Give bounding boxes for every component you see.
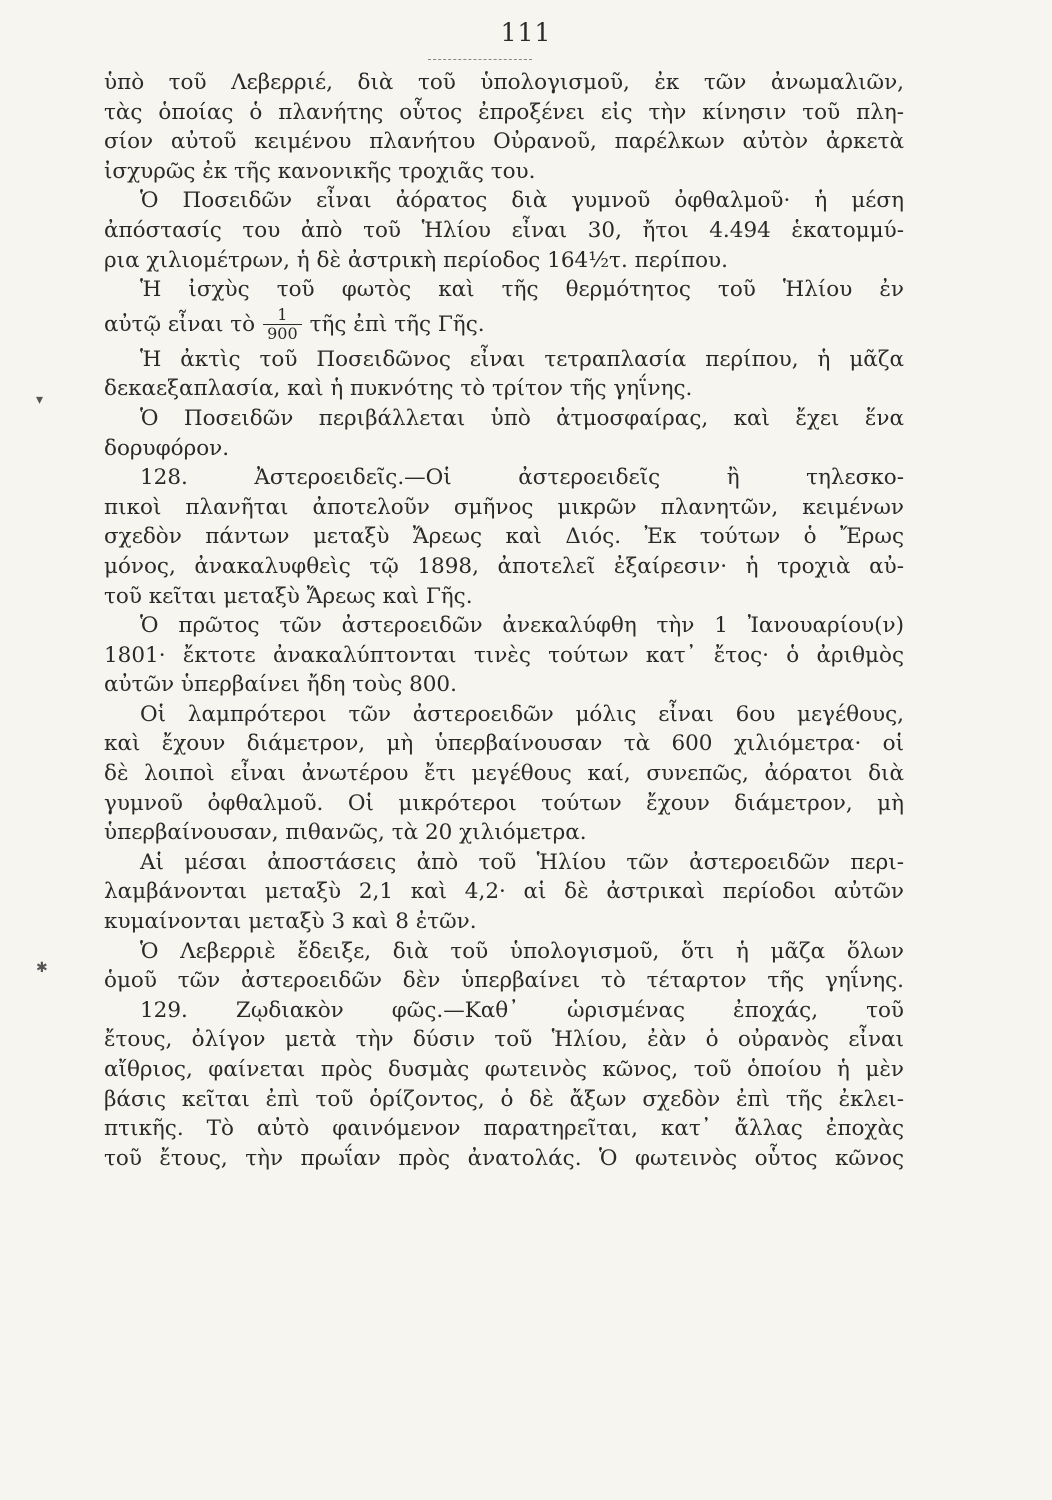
page-number: 111 bbox=[500, 18, 552, 47]
text-line: τοῦ κεῖται μεταξὺ Ἄρεως καὶ Γῆς. bbox=[104, 583, 473, 609]
text-line: ἀπόστασίς του ἀπὸ τοῦ Ἡλίου εἶναι 30, ἤτοι 4.494 ἑκατομμύ- bbox=[104, 217, 904, 243]
text-line: Ἡ ἰσχὺς τοῦ φωτὸς καὶ τῆς θερμότητος τοῦ Ἡλίου ἐν bbox=[140, 277, 904, 303]
text-line: μόνος, ἀνακαλυφθεὶς τῷ 1898, ἀποτελεῖ ἐξαίρεσιν· ἡ τροχιὰ αὐ- bbox=[104, 553, 904, 579]
fraction-numerator: 1 bbox=[263, 306, 302, 325]
text-line: καὶ ἔχουν διάμετρον, μὴ ὑπερβαίνουσαν τὰ 600 χιλιόμετρα· οἱ bbox=[104, 731, 904, 757]
text-line: δεκαεξαπλασία, καὶ ἡ πυκνότης τὸ τρίτον τῆς γηΐνης. bbox=[104, 376, 693, 402]
text-line: Αἱ μέσαι ἀποστάσεις ἀπὸ τοῦ Ἡλίου τῶν ἀστεροειδῶν περι- bbox=[140, 849, 904, 875]
text-line: πτικῆς. Τὸ αὐτὸ φαινόμενον παρατηρεῖται, κατ᾽ ἄλλας ἐποχὰς bbox=[104, 1116, 904, 1142]
text-line: λαμβάνονται μεταξὺ 2,1 καὶ 4,2· αἱ δὲ ἀστρικαὶ περίοδοι αὐτῶν bbox=[104, 879, 904, 905]
text-line: Ἡ ἀκτὶς τοῦ Ποσειδῶνος εἶναι τετραπλασία περίπου, ἡ μᾶζα bbox=[140, 346, 904, 372]
text-line: πικοὶ πλανῆται ἀποτελοῦν σμῆνος μικρῶν πλανητῶν, κειμένων bbox=[104, 494, 904, 520]
text-line: Ὁ Ποσειδῶν περιβάλλεται ὑπὸ ἀτμοσφαίρας, καὶ ἔχει ἕνα bbox=[140, 405, 904, 431]
body-text bbox=[104, 68, 904, 1173]
text-line: Ὁ πρῶτος τῶν ἀστεροειδῶν ἀνεκαλύφθη τὴν 1 Ἰανουαρίου(ν) bbox=[140, 613, 904, 639]
fraction-denominator: 900 bbox=[267, 324, 298, 344]
text-segment: τῆς ἐπὶ τῆς Γῆς. bbox=[309, 311, 485, 337]
text-line: δὲ λοιποὶ εἶναι ἀνωτέρου ἔτι μεγέθους καί, συνεπῶς, ἀόρατοι διὰ bbox=[104, 761, 904, 787]
fraction bbox=[263, 306, 302, 343]
text-line: ὑπὸ τοῦ Λεβερριέ, διὰ τοῦ ὑπολογισμοῦ, ἐκ τῶν ἀνωμαλιῶν, bbox=[104, 70, 904, 95]
text-line bbox=[104, 305, 904, 345]
text-line: 129. Ζῳδιακὸν φῶς.—Καθ᾽ ὡρισμένας ἐποχάς, τοῦ bbox=[140, 997, 904, 1023]
text-line: τὰς ὁποίας ὁ πλανήτης οὗτος ἐπροξένει εἰς τὴν κίνησιν τοῦ πλη- bbox=[104, 99, 904, 125]
margin-mark: ▾ bbox=[36, 392, 44, 408]
header-rule bbox=[428, 59, 532, 60]
text-line: 128. Ἀστεροειδεῖς.—Οἱ ἀστεροειδεῖς ἢ τηλεσκο- bbox=[140, 465, 904, 491]
text-line: σίον αὐτοῦ κειμένου πλανήτου Οὐρανοῦ, παρέλκων αὐτὸν ἀρκετὰ bbox=[104, 129, 904, 155]
text-line: δορυφόρον. bbox=[104, 435, 230, 461]
text-line: ὑπερβαίνουσαν, πιθανῶς, τὰ 20 χιλιόμετρα. bbox=[104, 820, 587, 846]
text-line: σχεδὸν πάντων μεταξὺ Ἄρεως καὶ Διός. Ἐκ τούτων ὁ Ἔρως bbox=[104, 524, 904, 550]
text-line: γυμνοῦ ὀφθαλμοῦ. Οἱ μικρότεροι τούτων ἔχουν διάμετρον, μὴ bbox=[104, 790, 904, 816]
text-line: Ὁ Λεβερριὲ ἔδειξε, διὰ τοῦ ὑπολογισμοῦ, ὅτι ἡ μᾶζα ὅλων bbox=[140, 938, 904, 964]
text-line: Ὁ Ποσειδῶν εἶναι ἀόρατος διὰ γυμνοῦ ὀφθαλμοῦ· ἡ μέση bbox=[140, 188, 904, 214]
text-segment: αὐτῷ εἶναι τὸ bbox=[104, 311, 256, 337]
margin-mark: ✱ bbox=[36, 960, 48, 976]
text-line: 1801· ἔκτοτε ἀνακαλύπτονται τινὲς τούτων κατ᾽ ἔτος· ὁ ἀριθμὸς bbox=[104, 642, 904, 668]
text-line: ρια χιλιομέτρων, ἡ δὲ ἀστρικὴ περίοδος 164½τ. περίπου. bbox=[104, 247, 728, 273]
text-line: βάσις κεῖται ἐπὶ τοῦ ὁρίζοντος, ὁ δὲ ἄξων σχεδὸν ἐπὶ τῆς ἐκλει- bbox=[104, 1086, 904, 1112]
text-line: ἰσχυρῶς ἐκ τῆς κανονικῆς τροχιᾶς του. bbox=[104, 158, 536, 184]
text-line: ὁμοῦ τῶν ἀστεροειδῶν δὲν ὑπερβαίνει τὸ τέταρτον τῆς γηΐνης. bbox=[104, 968, 904, 994]
text-line: κυμαίνονται μεταξὺ 3 καὶ 8 ἐτῶν. bbox=[104, 909, 477, 935]
text-line: Οἱ λαμπρότεροι τῶν ἀστεροειδῶν μόλις εἶναι 6ου μεγέθους, bbox=[140, 701, 904, 727]
text-line: αὐτῶν ὑπερβαίνει ἤδη τοὺς 800. bbox=[104, 672, 457, 698]
text-line: ἔτους, ὀλίγον μετὰ τὴν δύσιν τοῦ Ἡλίου, ἐὰν ὁ οὐρανὸς εἶναι bbox=[104, 1027, 904, 1053]
text-line: τοῦ ἔτους, τὴν πρωΐαν πρὸς ἀνατολάς. Ὁ φωτεινὸς οὗτος κῶνος bbox=[104, 1145, 904, 1171]
text-line: αἴθριος, φαίνεται πρὸς δυσμὰς φωτεινὸς κῶνος, τοῦ ὁποίου ἡ μὲν bbox=[104, 1057, 904, 1082]
